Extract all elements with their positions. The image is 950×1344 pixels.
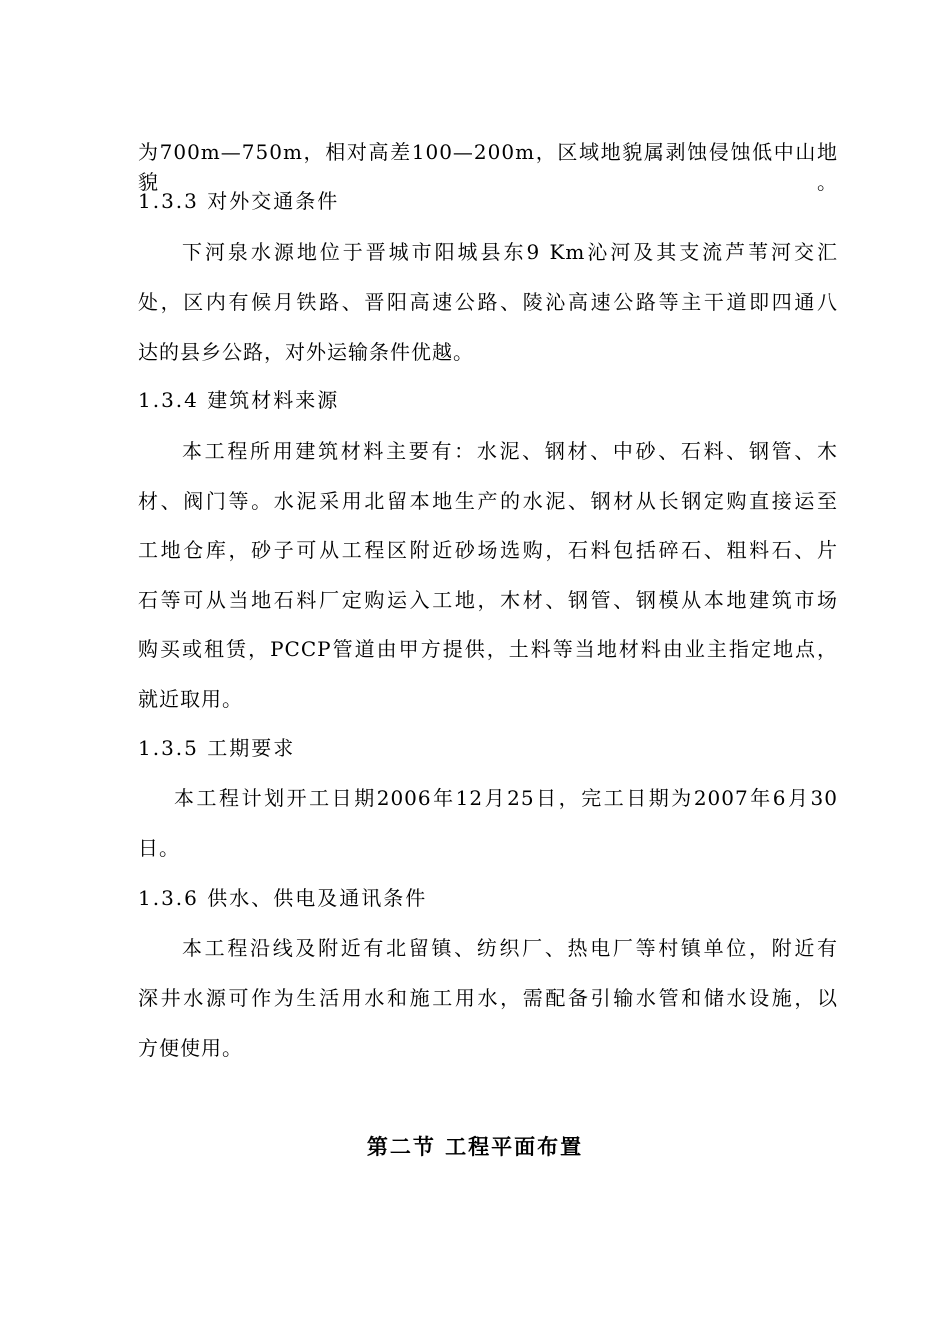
body-line: 为700m—750m，相对高差100—200m，区域地貌属剥蚀侵蚀低中山地貌。: [138, 140, 838, 194]
body-line: 就近取用。: [138, 687, 243, 711]
paragraph-first-line: 本工程沿线及附近有北留镇、纺织厂、热电厂等村镇单位，附近有: [182, 936, 838, 960]
body-line: 购买或租赁，PCCP管道由甲方提供，土料等当地材料由业主指定地点，: [138, 637, 838, 661]
body-line: 工地仓库，砂子可从工程区附近砂场选购，石料包括碎石、粗料石、片: [138, 538, 838, 562]
body-line: 日。: [138, 836, 180, 860]
paragraph-first-line: 下河泉水源地位于晋城市阳城县东9 Km沁河及其支流芦苇河交汇: [182, 240, 838, 264]
subsection-heading: 1.3.6 供水、供电及通讯条件: [138, 886, 428, 910]
subsection-heading: 1.3.3 对外交通条件: [138, 189, 340, 213]
body-line: 达的县乡公路，对外运输条件优越。: [138, 340, 474, 364]
subsection-heading: 1.3.5 工期要求: [138, 736, 296, 760]
body-line: 方便使用。: [138, 1036, 243, 1060]
body-line: 深井水源可作为生活用水和施工用水，需配备引输水管和储水设施，以: [138, 986, 838, 1010]
body-line: 材、阀门等。水泥采用北留本地生产的水泥、钢材从长钢定购直接运至: [138, 489, 838, 513]
body-line: 处，区内有候月铁路、晋阳高速公路、陵沁高速公路等主干道即四通八: [138, 290, 838, 314]
body-line: 石等可从当地石料厂定购运入工地，木材、钢管、钢模从本地建筑市场: [138, 588, 838, 612]
paragraph-first-line: 本工程所用建筑材料主要有：水泥、钢材、中砂、石料、钢管、木: [182, 439, 838, 463]
paragraph-first-line: 本工程计划开工日期2006年12月25日，完工日期为2007年6月30: [174, 786, 838, 810]
subsection-heading: 1.3.4 建筑材料来源: [138, 388, 340, 412]
section-title: 第二节 工程平面布置: [366, 1135, 584, 1159]
